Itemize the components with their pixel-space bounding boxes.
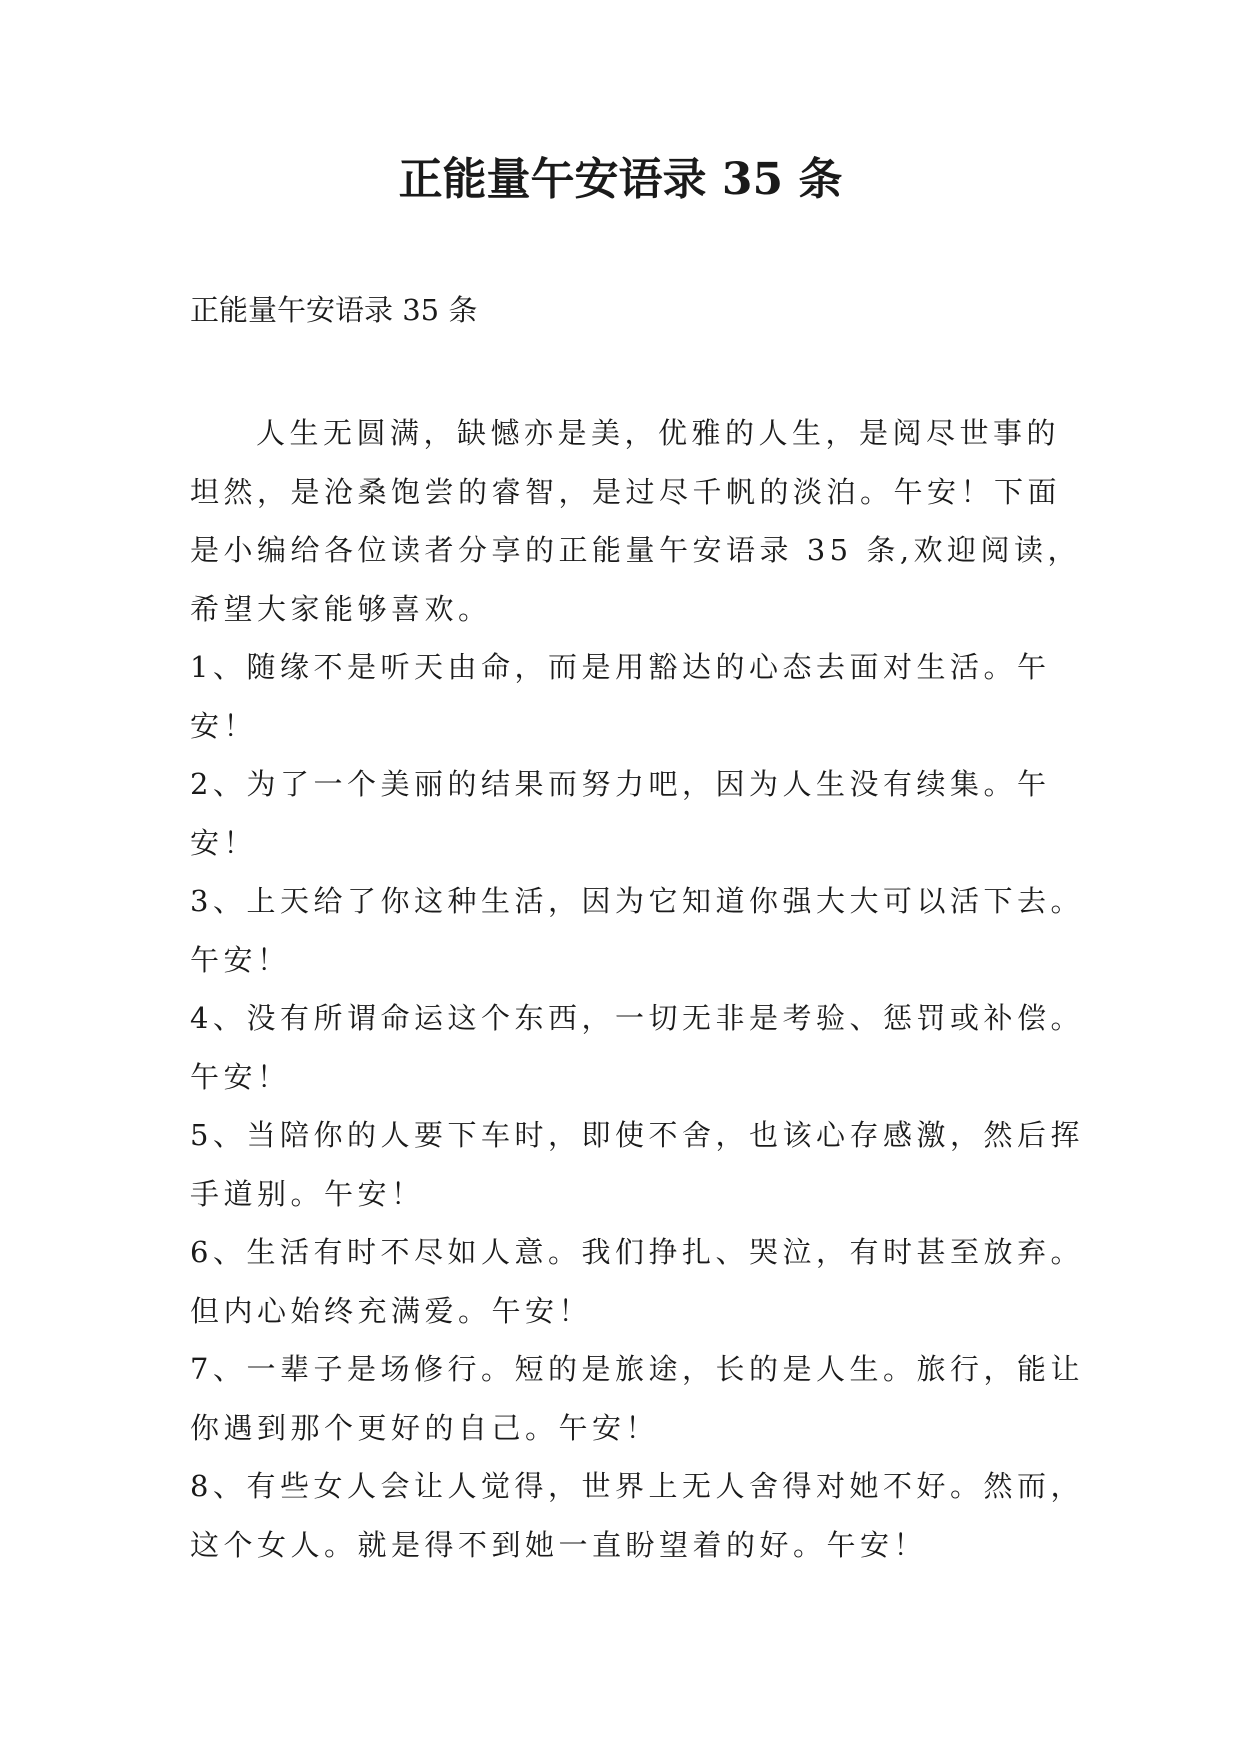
document-subtitle: 正能量午安语录 35 条	[190, 293, 478, 327]
document-body	[190, 404, 1085, 1574]
document-title: 正能量午安语录 35 条	[398, 154, 843, 205]
list-item: 8、有些女人会让人觉得，世界上无人舍得对她不好。然而，这个女人。就是得不到她一直盼望着的好。午安！	[190, 1469, 1084, 1562]
list-item: 6、生活有时不尽如人意。我们挣扎、哭泣，有时甚至放弃。但内心始终充满爱。午安！	[190, 1235, 1084, 1328]
list-item: 5、当陪你的人要下车时，即使不舍，也该心存感激，然后挥手道别。午安！	[190, 1118, 1084, 1211]
intro-paragraph: 人生无圆满，缺憾亦是美，优雅的人生，是阅尽世事的坦然，是沧桑饱尝的睿智，是过尽千帆的淡泊。午安！下面是小编给各位读者分享的正能量午安语录 35 条,欢迎阅读，希望大家能够喜欢。	[190, 416, 1082, 626]
list-item: 4、没有所谓命运这个东西，一切无非是考验、惩罚或补偿。午安！	[190, 1001, 1084, 1094]
list-item: 1、随缘不是听天由命，而是用豁达的心态去面对生活。午安！	[190, 650, 1051, 743]
list-item: 2、为了一个美丽的结果而努力吧，因为人生没有续集。午安！	[190, 767, 1051, 860]
list-item: 7、一辈子是场修行。短的是旅途，长的是人生。旅行，能让你遇到那个更好的自己。午安！	[190, 1352, 1084, 1445]
list-item: 3、上天给了你这种生活，因为它知道你强大大可以活下去。午安！	[190, 884, 1084, 977]
